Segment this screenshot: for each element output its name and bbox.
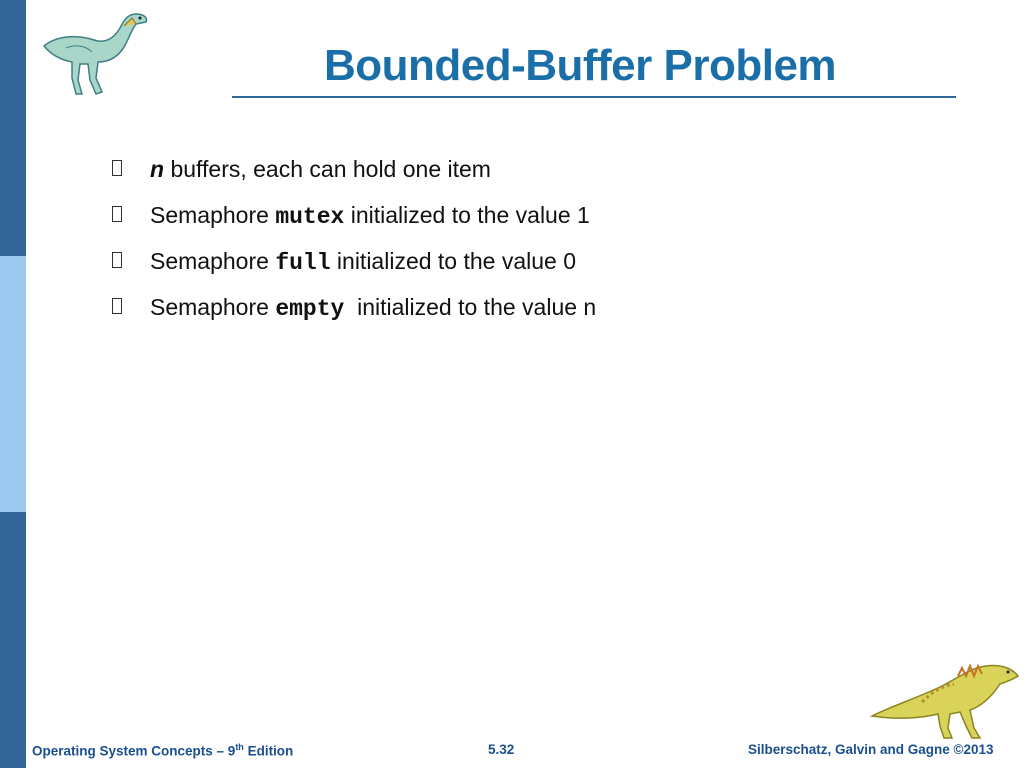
bullet-text-rest: initialized to the value 0 (330, 248, 577, 274)
slide-title: Bounded-Buffer Problem (323, 41, 837, 90)
bullet-text-lead: Semaphore (150, 202, 276, 228)
footer-authors: Silberschatz, Galvin and Gagne ©2013 (748, 742, 994, 757)
code-empty: empty (275, 296, 345, 322)
bullet-text (150, 242, 576, 282)
sidebar-stripe (0, 0, 26, 768)
footer-book-suffix: Edition (243, 743, 294, 759)
bullet-item (112, 150, 972, 196)
bullet-list (112, 150, 972, 334)
bullet-item (112, 288, 972, 334)
footer-book-sup: th (235, 742, 244, 752)
code-full: full (275, 250, 331, 276)
dinosaur-logo-icon (36, 6, 156, 98)
sidebar-stripe-bottom (0, 512, 26, 768)
bullet-marker-icon (112, 206, 122, 222)
bullet-text-rest: initialized to the value n (344, 294, 597, 320)
title-divider (232, 96, 956, 98)
footer-book-title (32, 742, 293, 759)
sidebar-stripe-top (0, 0, 26, 256)
footer-book-prefix: Operating System Concepts – 9 (32, 743, 236, 759)
bullet-marker-icon (112, 160, 122, 176)
bullet-marker-icon (112, 298, 122, 314)
variable-n: n (150, 156, 165, 182)
bullet-text (150, 288, 596, 328)
bullet-item (112, 242, 972, 288)
bullet-marker-icon (112, 252, 122, 268)
bullet-text (150, 150, 491, 188)
bullet-text-rest: initialized to the value 1 (344, 202, 590, 228)
bullet-text-rest: buffers, each can hold one item (164, 156, 491, 182)
code-mutex: mutex (275, 204, 345, 230)
bullet-text-lead: Semaphore (150, 248, 276, 274)
bullet-text (150, 196, 590, 236)
bullet-item (112, 196, 972, 242)
dinosaur-footer-icon (862, 656, 1022, 742)
footer-page-number: 5.32 (488, 742, 515, 757)
bullet-text-lead: Semaphore (150, 294, 276, 320)
sidebar-stripe-middle (0, 256, 26, 512)
